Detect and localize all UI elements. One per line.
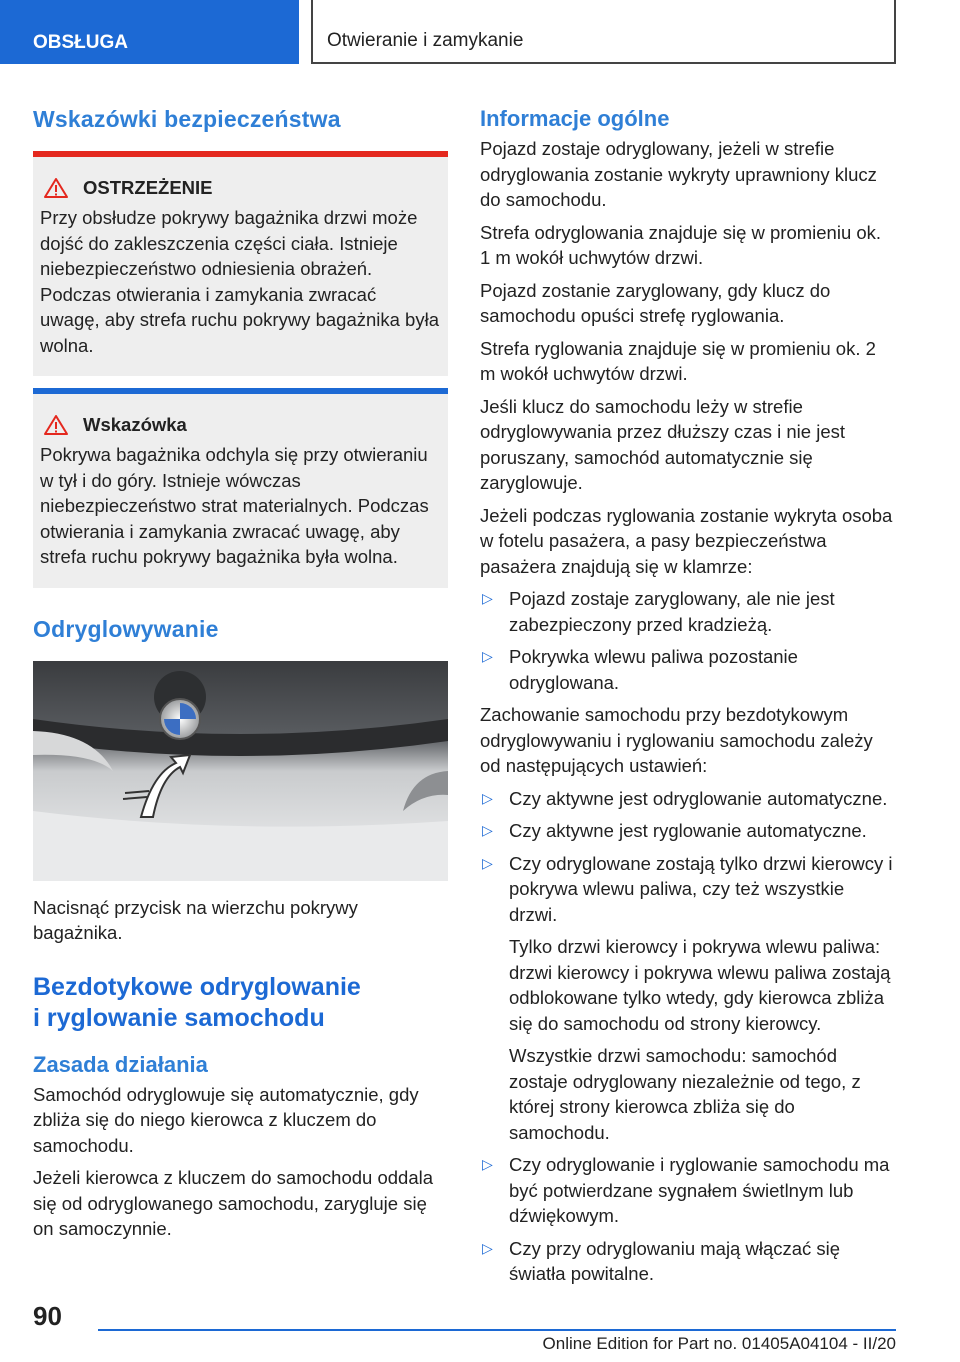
general-heading: Informacje ogólne: [480, 106, 670, 131]
keyless-heading-line2: i ryglowanie samochodu: [33, 1003, 325, 1032]
bullet-triangle-icon: ▷: [482, 590, 493, 606]
keyless-heading: [33, 972, 448, 1034]
all-doors-subparagraph: Wszystkie drzwi samochodu: samochód zostaje odryglowany niezależnie od tego, z której strony kierowca zbliża się do samochodu.: [509, 1045, 861, 1143]
page-number: 90: [33, 1301, 62, 1331]
list-item: ▷ Czy odryglowanie i ryglowanie samochodu ma być potwierdzane sygnałem świetlnym lub dźwiękowym.: [482, 1154, 890, 1226]
warning-box: [33, 151, 448, 376]
note-title-row: [40, 414, 440, 436]
principle-heading: Zasada działania: [33, 1051, 208, 1077]
settings-list: [480, 786, 896, 928]
photo-caption: Nacisnąć przycisk na wierzchu pokrywy bagażnika.: [33, 896, 358, 943]
list-item: ▷ Pojazd zostaje zaryglowany, ale nie jest zabezpieczony przed kradzieżą.: [482, 588, 835, 635]
confirmation-list: [480, 1152, 896, 1287]
footer-divider: [98, 1329, 896, 1331]
bullet-triangle-icon: ▷: [482, 648, 493, 664]
passenger-conditions-list: [480, 586, 896, 695]
bullet-triangle-icon: ▷: [482, 854, 493, 871]
note-text: Pokrywa bagażnika odchyla się przy otwieraniu w tył i do góry. Istnieje wówczas niebezpieczeństwo strat materialnych. Podczas otwierania i zamykania zwracać uwagę, aby strefa ruchu pokrywy bagażnika była wolna.: [40, 444, 429, 567]
list-item: ▷ Pokrywka wlewu paliwa pozostanie odryglowana.: [482, 646, 798, 693]
trunk-button-photo: [33, 661, 448, 881]
right-column: [480, 100, 896, 1294]
section-tab: OBSŁUGA: [0, 0, 299, 64]
list-item: ▷ Czy przy odryglowaniu mają włączać się światła powitalne.: [482, 1237, 841, 1284]
driver-door-subparagraph: Tylko drzwi kierowcy i pokrywa wlewu paliwa: drzwi kierowcy i pokrywa wlewu paliwa zostają odblokowane tylko wtedy, gdy kierowca zbliża się do samochodu od strony kierowcy.: [509, 936, 891, 1034]
general-paragraph-6: Jeżeli podczas ryglowania zostanie wykryta osoba w fotelu pasażera, a pasy bezpieczeństwa pasażera znajdują się w klamrze:: [480, 504, 893, 577]
safety-heading: Wskazówki bezpieczeństwa: [33, 106, 341, 132]
principle-paragraph-2: Jeżeli kierowca z kluczem do samochodu oddala się od odryglowanego samochodu, zarygluje się on samoczynnie.: [33, 1167, 434, 1239]
list-item: ▷ Czy aktywne jest ryglowanie automatyczne.: [480, 818, 896, 844]
warning-text: Przy obsłudze pokrywy bagażnika drzwi może dojść do zakleszczenia części ciała. Istnieje niebezpieczeństwo odniesienia obrażeń. Podczas otwierania i zamykania zwracać uwagę, aby strefa ruchu pokrywy bagażnika była wolna.: [40, 207, 439, 356]
keyless-heading-line1: Bezdotykowe odryglowanie: [33, 972, 361, 1001]
general-paragraph-2: Strefa odryglowania znajduje się w promieniu ok. 1 m wokół uchwytów drzwi.: [480, 221, 882, 268]
bullet-triangle-icon: ▷: [482, 1239, 493, 1256]
edition-note: Online Edition for Part no. 01405A04104 - II/20: [542, 1334, 896, 1353]
bullet-triangle-icon: ▷: [482, 1156, 493, 1172]
bullet-triangle-icon: ▷: [482, 822, 493, 838]
list-item: ▷ Czy odryglowane zostają tylko drzwi kierowcy i pokrywa wlewu paliwa, czy też wszystkie drzwi.: [482, 852, 893, 925]
chapter-title: Otwieranie i zamykanie: [311, 0, 896, 64]
left-column: [33, 100, 448, 1242]
general-paragraph-5: Jeśli klucz do samochodu leży w strefie odryglowywania przez dłuższy czas i nie jest poruszany, samochód automatycznie się zaryglowuje.: [480, 395, 846, 493]
unlock-heading: Odryglowywanie: [33, 615, 219, 642]
principle-paragraph-1: Samochód odryglowuje się automatycznie, gdy zbliża się do niego kierowca z kluczem do samochodu.: [33, 1083, 419, 1156]
note-title: Wskazówka: [83, 414, 187, 435]
note-box: [33, 388, 448, 588]
warning-title-row: [40, 177, 440, 199]
list-item: ▷ Czy aktywne jest odryglowanie automatyczne.: [480, 786, 896, 812]
general-paragraph-3: Pojazd zostanie zaryglowany, gdy klucz do samochodu opuści strefę ryglowania.: [480, 279, 831, 326]
warning-triangle-icon: [43, 414, 69, 436]
general-paragraph-4: Strefa ryglowania znajduje się w promieniu ok. 2 m wokół uchwytów drzwi.: [480, 337, 876, 384]
general-paragraph-1: Pojazd zostaje odryglowany, jeżeli w strefie odryglowania zostanie wykryty uprawniony klucz do samochodu.: [480, 138, 877, 210]
warning-title: OSTRZEŻENIE: [83, 177, 213, 198]
settings-intro-paragraph: Zachowanie samochodu przy bezdotykowym odryglowywaniu i ryglowaniu samochodu zależy od następujących ustawień:: [480, 704, 873, 776]
bullet-triangle-icon: ▷: [482, 789, 493, 806]
warning-triangle-icon: [43, 177, 69, 199]
